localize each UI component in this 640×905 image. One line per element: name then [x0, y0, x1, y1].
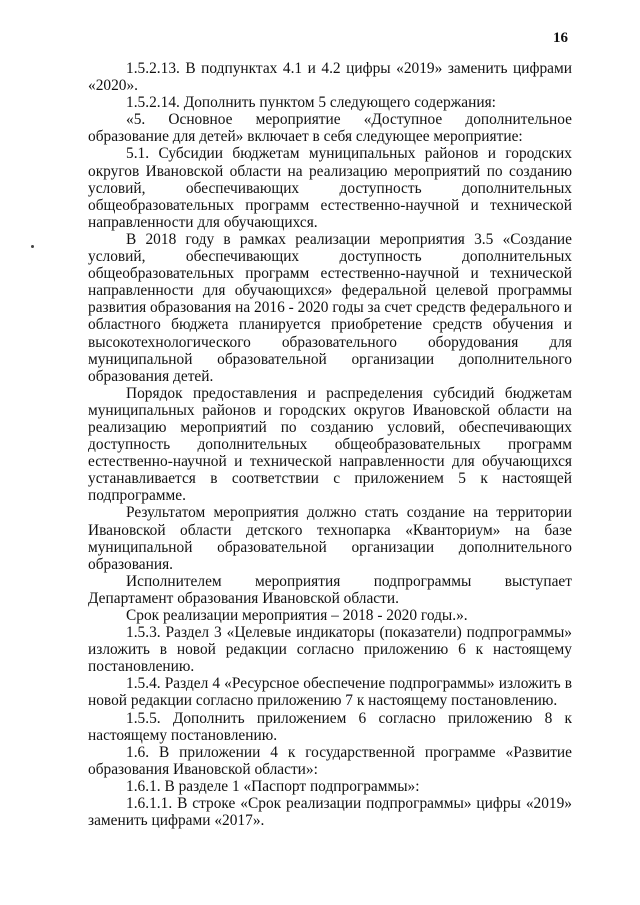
paragraph-result: Результатом мероприятия должно стать создание на территории Ивановской области детского технопарка «Кванториум» на базе муниципальной образовательной организации дополнительного образования.	[88, 504, 572, 573]
paragraph-1-6: 1.6. В приложении 4 к государственной программе «Развитие образования Ивановской области»:	[88, 743, 572, 778]
document-body	[88, 60, 572, 829]
paragraph-1-5-2-14: 1.5.2.14. Дополнить пунктом 5 следующего содержания:	[126, 94, 496, 112]
paragraph-procedure: Порядок предоставления и распределения субсидий бюджетам муниципальных районов и городских округов Ивановской области на реализацию мероприятий по созданию условий, обеспечивающих доступность дополнительных общеобразовательных программ естественно-научной и технической направленности для обучающихся устанавливается в соответствии с приложением 5 к настоящей подпрограмме.	[88, 384, 572, 505]
paragraph-1-5-2-13: 1.5.2.13. В подпунктах 4.1 и 4.2 цифры «2019» заменить цифрами «2020».	[88, 60, 572, 95]
paragraph-5-1-subsidies: 5.1. Субсидии бюджетам муниципальных районов и городских округов Ивановской области на реализацию мероприятий по созданию условий, обеспечивающих доступность дополнительных общеобразовательных программ естественно-научной и технической направленности для обучающихся.	[88, 145, 572, 231]
paragraph-1-6-1-1: 1.6.1.1. В строке «Срок реализации подпрограммы» цифры «2019» заменить цифрами «2017».	[88, 795, 572, 830]
paragraph-term: Срок реализации мероприятия – 2018 - 2020 годы.».	[126, 607, 468, 624]
paragraph-2018-activity: В 2018 году в рамках реализации мероприятия 3.5 «Создание условий, обеспечивающих доступность дополнительных общеобразовательных программ естественно-научной и технической направленности для обучающихся» федеральной целевой программы развития образования на 2016 - 2020 годы за счет средств федерального и областного бюджета планируется приобретение средств обучения и высокотехнологического образовательного оборудования для муниципальной образовательной организации дополнительного образования детей.	[88, 230, 572, 385]
paragraph-activity-5-intro: «5. Основное мероприятие «Доступное дополнительное образование для детей» включает в себя следующее мероприятие:	[88, 111, 572, 146]
paragraph-1-5-4: 1.5.4. Раздел 4 «Ресурсное обеспечение подпрограммы» изложить в новой редакции согласно приложению 7 к настоящему постановлению.	[88, 675, 572, 710]
page-number: 16	[553, 30, 568, 46]
scan-artifact-dot	[31, 245, 34, 248]
paragraph-1-5-3: 1.5.3. Раздел 3 «Целевые индикаторы (показатели) подпрограммы» изложить в новой редакции согласно приложению 6 к настоящему постановлению.	[88, 624, 572, 676]
paragraph-executor: Исполнителем мероприятия подпрограммы выступает Департамент образования Ивановской области.	[88, 572, 572, 607]
paragraph-1-5-5: 1.5.5. Дополнить приложением 6 согласно приложению 8 к настоящему постановлению.	[88, 709, 572, 744]
paragraph-1-6-1: 1.6.1. В разделе 1 «Паспорт подпрограммы»:	[126, 777, 420, 795]
